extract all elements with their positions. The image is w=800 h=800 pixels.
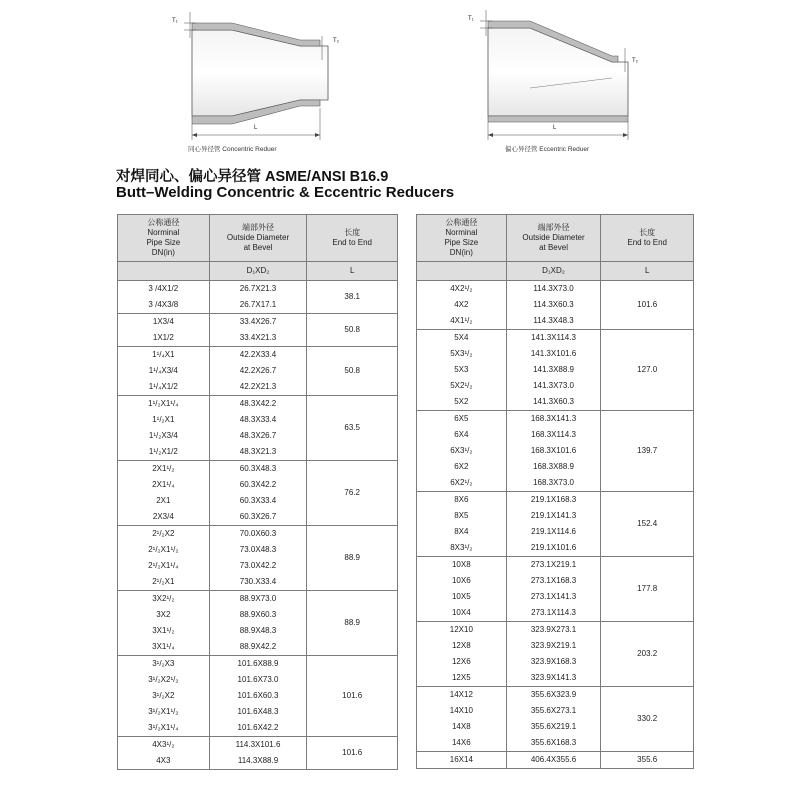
size-cell: 3¹/₂X1¹/₂: [118, 704, 210, 720]
od-cell: 219.1X141.3: [506, 508, 601, 524]
table-row: [118, 347, 398, 364]
od-header-en2: at Bevel: [243, 243, 273, 252]
t1-label-eccentric: T₁: [468, 16, 474, 22]
od-cell: 323.9X273.1: [506, 622, 601, 639]
od-cell: 168.3X73.0: [506, 475, 601, 492]
od-header-en1: Outside Diameter: [522, 233, 585, 242]
title-chinese: 对焊同心、偏心异径管 ASME/ANSI B16.9: [116, 169, 389, 185]
length-label-eccentric: L: [553, 125, 557, 131]
size-cell: 3X2: [118, 607, 210, 623]
od-cell: 88.9X60.3: [209, 607, 307, 623]
size-header-en2: Pipe Size: [146, 238, 181, 247]
od-header: [209, 215, 307, 262]
reducer-table-left: [117, 214, 398, 770]
od-cell: 168.3X101.6: [506, 443, 601, 459]
od-cell: 355.6X168.3: [506, 735, 601, 752]
length-cell: 101.6: [307, 737, 398, 770]
table-row: [417, 281, 694, 298]
t2-label: T₂: [333, 38, 339, 44]
eccentric-reducer-drawing: [400, 8, 800, 158]
table-row: [417, 622, 694, 639]
od-cell: 219.1X101.6: [506, 540, 601, 557]
size-cell: 8X5: [417, 508, 507, 524]
od-cell: 323.9X219.1: [506, 638, 601, 654]
od-cell: 33.4X21.3: [209, 330, 307, 347]
od-cell: 273.1X114.3: [506, 605, 601, 622]
length-subheader: L: [307, 262, 398, 281]
od-subheader: D₁XD₂: [506, 262, 601, 281]
od-cell: 42.2X33.4: [209, 347, 307, 364]
size-cell: 2¹/₂X1¹/₄: [118, 558, 210, 574]
table-row: [118, 396, 398, 413]
size-cell: 1¹/₂X1¹/₄: [118, 396, 210, 413]
size-cell: 8X6: [417, 492, 507, 509]
od-cell: 73.0X48.3: [209, 542, 307, 558]
size-cell: 2X1¹/₂: [118, 461, 210, 478]
od-header-en2: at Bevel: [539, 243, 568, 252]
length-cell: 50.8: [307, 314, 398, 347]
size-header-cn: 公称通径: [445, 218, 478, 227]
size-cell: 4X1¹/₂: [417, 313, 507, 330]
table-row: [118, 461, 398, 478]
length-cell: 203.2: [601, 622, 694, 687]
size-cell: 3¹/₂X2: [118, 688, 210, 704]
concentric-reducer-illustration: [0, 8, 400, 158]
od-cell: 141.3X60.3: [506, 394, 601, 411]
length-subheader: L: [601, 262, 694, 281]
size-cell: 3X1¹/₂: [118, 623, 210, 639]
od-cell: 33.4X26.7: [209, 314, 307, 331]
od-cell: 730.X33.4: [209, 574, 307, 591]
length-cell: 101.6: [307, 656, 398, 737]
od-cell: 406.4X355.6: [506, 752, 601, 769]
od-cell: 88.9X48.3: [209, 623, 307, 639]
od-cell: 355.6X219.1: [506, 719, 601, 735]
concentric-caption: 同心异径管 Concentric Reduer: [188, 146, 277, 153]
size-cell: 5X4: [417, 330, 507, 347]
size-cell: 5X3¹/₂: [417, 346, 507, 362]
eccentric-caption: 偏心异径管 Eccentric Reduer: [505, 146, 590, 153]
reducer-table-right: [416, 214, 694, 769]
size-header-cn: 公称通径: [147, 218, 180, 227]
od-cell: 219.1X114.6: [506, 524, 601, 540]
size-cell: 2X1¹/₄: [118, 477, 210, 493]
length-header-en: End to End: [332, 238, 372, 247]
concentric-reducer-drawing: [0, 8, 400, 158]
size-cell: 16X14: [417, 752, 507, 769]
size-cell: 1X3/4: [118, 314, 210, 331]
od-cell: 60.3X26.7: [209, 509, 307, 526]
length-header-cn: 长度: [639, 228, 656, 237]
size-cell: 10X4: [417, 605, 507, 622]
size-cell: 6X5: [417, 411, 507, 428]
od-cell: 48.3X42.2: [209, 396, 307, 413]
left-table-body: [118, 281, 398, 770]
od-cell: 168.3X141.3: [506, 411, 601, 428]
length-cell: 88.9: [307, 526, 398, 591]
size-cell: 12X10: [417, 622, 507, 639]
od-cell: 70.0X60.3: [209, 526, 307, 543]
table-row: [118, 314, 398, 331]
od-cell: 141.3X114.3: [506, 330, 601, 347]
od-cell: 273.1X168.3: [506, 573, 601, 589]
od-cell: 273.1X219.1: [506, 557, 601, 574]
length-cell: 355.6: [601, 752, 694, 769]
od-cell: 48.3X26.7: [209, 428, 307, 444]
od-subheader: D₁XD₂: [209, 262, 307, 281]
size-cell: 1¹/₂X1: [118, 412, 210, 428]
od-cell: 114.3X60.3: [506, 297, 601, 313]
size-header-en1: Norminal: [147, 228, 180, 237]
od-cell: 60.3X42.2: [209, 477, 307, 493]
size-cell: 3¹/₂X2¹/₂: [118, 672, 210, 688]
length-label: L: [254, 125, 258, 131]
size-cell: 3X1¹/₄: [118, 639, 210, 656]
od-cell: 141.3X88.9: [506, 362, 601, 378]
od-cell: 101.6X73.0: [209, 672, 307, 688]
size-cell: 1X1/2: [118, 330, 210, 347]
size-cell: 8X4: [417, 524, 507, 540]
size-cell: 3 /4X3/8: [118, 297, 210, 314]
size-header-en1: Norminal: [445, 228, 478, 237]
od-cell: 273.1X141.3: [506, 589, 601, 605]
od-cell: 355.6X273.1: [506, 703, 601, 719]
size-cell: 6X4: [417, 427, 507, 443]
od-cell: 101.6X88.9: [209, 656, 307, 673]
od-cell: 60.3X48.3: [209, 461, 307, 478]
size-header-en2: Pipe Size: [444, 238, 479, 247]
table-row: [118, 281, 398, 298]
od-cell: 26.7X17.1: [209, 297, 307, 314]
size-header: [118, 215, 210, 262]
length-header-en: End to End: [627, 238, 667, 247]
title-english: Butt–Welding Concentric & Eccentric Reducers: [116, 184, 455, 201]
od-header-en1: Outside Diameter: [226, 233, 290, 242]
od-cell: 42.2X26.7: [209, 363, 307, 379]
od-cell: 168.3X114.3: [506, 427, 601, 443]
od-cell: 88.9X73.0: [209, 591, 307, 608]
table-row: [118, 737, 398, 754]
size-cell: 4X2¹/₂: [417, 281, 507, 298]
od-cell: 168.3X88.9: [506, 459, 601, 475]
length-cell: 50.8: [307, 347, 398, 396]
od-cell: 114.3X73.0: [506, 281, 601, 298]
size-cell: 3¹/₂X1¹/₄: [118, 720, 210, 737]
od-cell: 355.6X323.9: [506, 687, 601, 704]
size-cell: 4X2: [417, 297, 507, 313]
table-row: [417, 330, 694, 347]
length-cell: 63.5: [307, 396, 398, 461]
od-cell: 323.9X141.3: [506, 670, 601, 687]
size-cell: 5X2¹/₂: [417, 378, 507, 394]
size-cell: 5X2: [417, 394, 507, 411]
size-cell: 4X3: [118, 753, 210, 770]
table-row: [417, 752, 694, 769]
size-cell: 6X3¹/₂: [417, 443, 507, 459]
od-header-cn: 端部外径: [242, 223, 275, 232]
size-cell: 3¹/₂X3: [118, 656, 210, 673]
length-cell: 88.9: [307, 591, 398, 656]
size-cell: 3X2¹/₂: [118, 591, 210, 608]
od-cell: 42.2X21.3: [209, 379, 307, 396]
od-header-cn: 端部外径: [537, 223, 570, 232]
size-cell: 12X5: [417, 670, 507, 687]
length-header: [307, 215, 398, 262]
size-cell: 2X3/4: [118, 509, 210, 526]
od-cell: 48.3X21.3: [209, 444, 307, 461]
length-cell: 127.0: [601, 330, 694, 411]
size-cell: 5X3: [417, 362, 507, 378]
size-cell: 10X8: [417, 557, 507, 574]
length-cell: 38.1: [307, 281, 398, 314]
size-cell: 6X2¹/₂: [417, 475, 507, 492]
length-header-cn: 长度: [344, 228, 361, 237]
t1-label: T₁: [172, 18, 178, 24]
od-cell: 101.6X48.3: [209, 704, 307, 720]
od-cell: 141.3X101.6: [506, 346, 601, 362]
length-cell: 152.4: [601, 492, 694, 557]
table-row: [417, 687, 694, 704]
size-header-en3: DN(in): [151, 248, 175, 257]
t2-label-eccentric: T₂: [632, 58, 638, 64]
od-cell: 114.3X88.9: [209, 753, 307, 770]
size-cell: 14X8: [417, 719, 507, 735]
od-cell: 26.7X21.3: [209, 281, 307, 298]
size-cell: 6X2: [417, 459, 507, 475]
size-cell: 1¹/₄X1: [118, 347, 210, 364]
table-row: [417, 492, 694, 509]
size-cell: 14X12: [417, 687, 507, 704]
size-cell: 8X3¹/₂: [417, 540, 507, 557]
size-cell: 12X8: [417, 638, 507, 654]
od-header: [506, 215, 601, 262]
size-cell: 10X5: [417, 589, 507, 605]
od-cell: 101.6X60.3: [209, 688, 307, 704]
od-cell: 73.0X42.2: [209, 558, 307, 574]
size-cell: 1¹/₄X3/4: [118, 363, 210, 379]
length-cell: 101.6: [601, 281, 694, 330]
length-cell: 76.2: [307, 461, 398, 526]
size-cell: 3 /4X1/2: [118, 281, 210, 298]
od-cell: 88.9X42.2: [209, 639, 307, 656]
size-cell: 1¹/₄X1/2: [118, 379, 210, 396]
size-subheader: [118, 262, 210, 281]
od-cell: 114.3X101.6: [209, 737, 307, 754]
size-cell: 4X3¹/₂: [118, 737, 210, 754]
od-cell: 60.3X33.4: [209, 493, 307, 509]
table-row: [118, 656, 398, 673]
table-row: [118, 526, 398, 543]
size-cell: 1¹/₂X1/2: [118, 444, 210, 461]
size-cell: 2¹/₂X1¹/₂: [118, 542, 210, 558]
size-cell: 1¹/₂X3/4: [118, 428, 210, 444]
eccentric-reducer-illustration: [400, 8, 800, 158]
od-cell: 219.1X168.3: [506, 492, 601, 509]
od-cell: 323.9X168.3: [506, 654, 601, 670]
right-table-body: [417, 281, 694, 769]
size-cell: 10X6: [417, 573, 507, 589]
od-cell: 114.3X48.3: [506, 313, 601, 330]
size-cell: 2¹/₂X1: [118, 574, 210, 591]
size-cell: 2¹/₂X2: [118, 526, 210, 543]
size-header-en3: DN(in): [449, 248, 473, 257]
length-cell: 139.7: [601, 411, 694, 492]
size-cell: 12X6: [417, 654, 507, 670]
size-cell: 14X6: [417, 735, 507, 752]
od-cell: 101.6X42.2: [209, 720, 307, 737]
od-cell: 48.3X33.4: [209, 412, 307, 428]
size-header: [417, 215, 507, 262]
size-cell: 2X1: [118, 493, 210, 509]
table-row: [417, 411, 694, 428]
table-row: [118, 591, 398, 608]
length-header: [601, 215, 694, 262]
size-cell: 14X10: [417, 703, 507, 719]
size-subheader: [417, 262, 507, 281]
table-row: [417, 557, 694, 574]
length-cell: 177.8: [601, 557, 694, 622]
length-cell: 330.2: [601, 687, 694, 752]
od-cell: 141.3X73.0: [506, 378, 601, 394]
